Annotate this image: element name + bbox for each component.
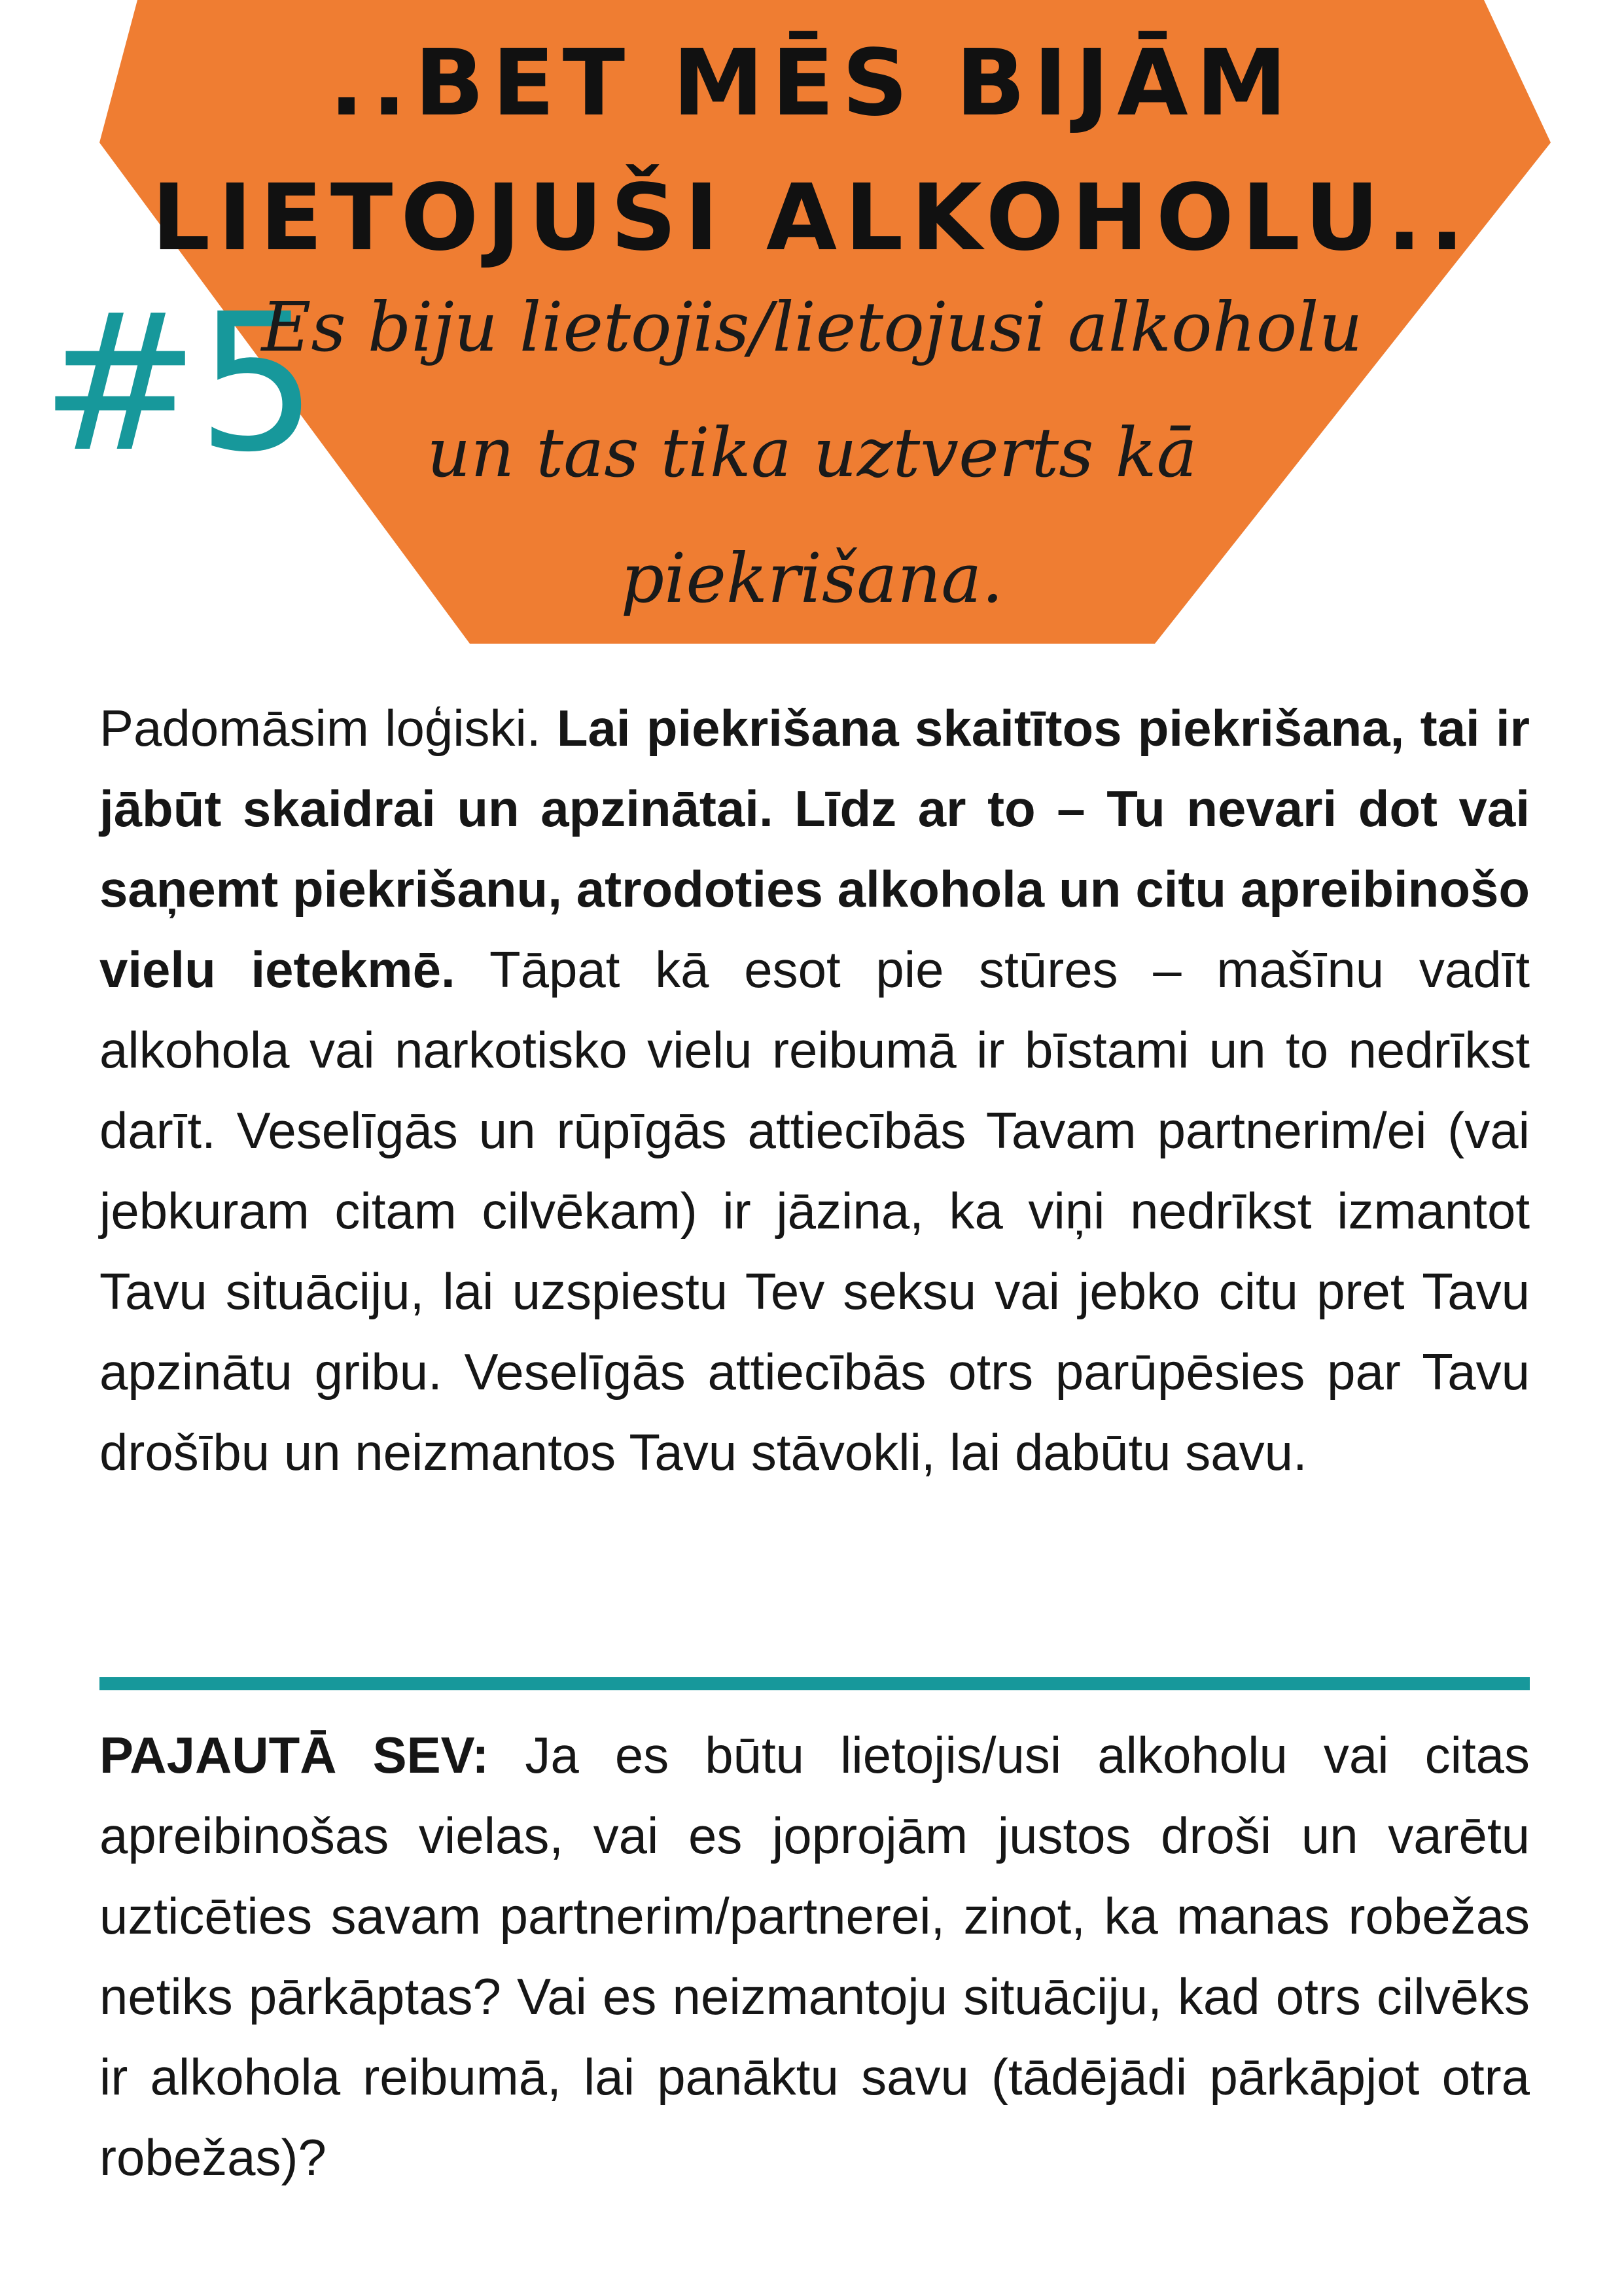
reflection-paragraph [99, 1715, 1530, 2198]
reflection-label: PAJAUTĀ SEV: [99, 1726, 489, 1784]
paragraph-continuation: Tāpat kā esot pie stūres – mašīnu vadīt alkohola vai narkotisko vielu reibumā ir bīstami un to nedrīkst darīt. Veselīgās un rūpīgās attiecībās Tavam partnerim/ei (vai jebkuram citam cilvēkam) ir jāzina, ka viņi nedrīkst izmantot Tavu situāciju, lai uzspiestu Tev seksu vai jebko citu pret Tavu apzinātu gribu. Veselīgās attiecībās otrs parūpēsies par Tavu drošību un neizmantos Tavu stāvokli, lai dabūtu savu. [99, 941, 1530, 1481]
reflection-question: Ja es būtu lietojis/usi alkoholu vai citas apreibinošas vielas, vai es joprojām justos droši un varētu uzticēties savam partnerim/partnerei, zinot, ka manas robežas netiks pārkāptas? Vai es neizmantoju situāciju, kad otrs cilvēks ir alkohola reibumā, lai panāktu savu (tādējādi pārkāpjot otra robežas)? [99, 1726, 1530, 2186]
section-divider [99, 1677, 1530, 1690]
page-title-line-2: LIETOJUŠI ALKOHOLU.. [151, 165, 1473, 271]
subtitle-line-1: Es biju lietojis/lietojusi alkoholu [261, 287, 1363, 367]
paragraph-bold-statement: Lai piekrišana skaitītos piekrišana, tai ir jābūt skaidrai un apzinātai. Līdz ar to – Tu nevari dot vai saņemt piekrišanu, atrodoties alkohola un citu apreibinošo vielu ietekmē. [99, 699, 1530, 998]
body-paragraph [99, 688, 1530, 1493]
subtitle-line-3: piekrišana. [620, 538, 1004, 618]
section-number-badge: #5 [41, 273, 315, 494]
page-title-line-1: ..BET MĒS BIJĀM [328, 30, 1296, 137]
paragraph-lead: Padomāsim loģiski. [99, 699, 557, 757]
subtitle-line-2: un tas tika uztverts kā [427, 413, 1197, 493]
